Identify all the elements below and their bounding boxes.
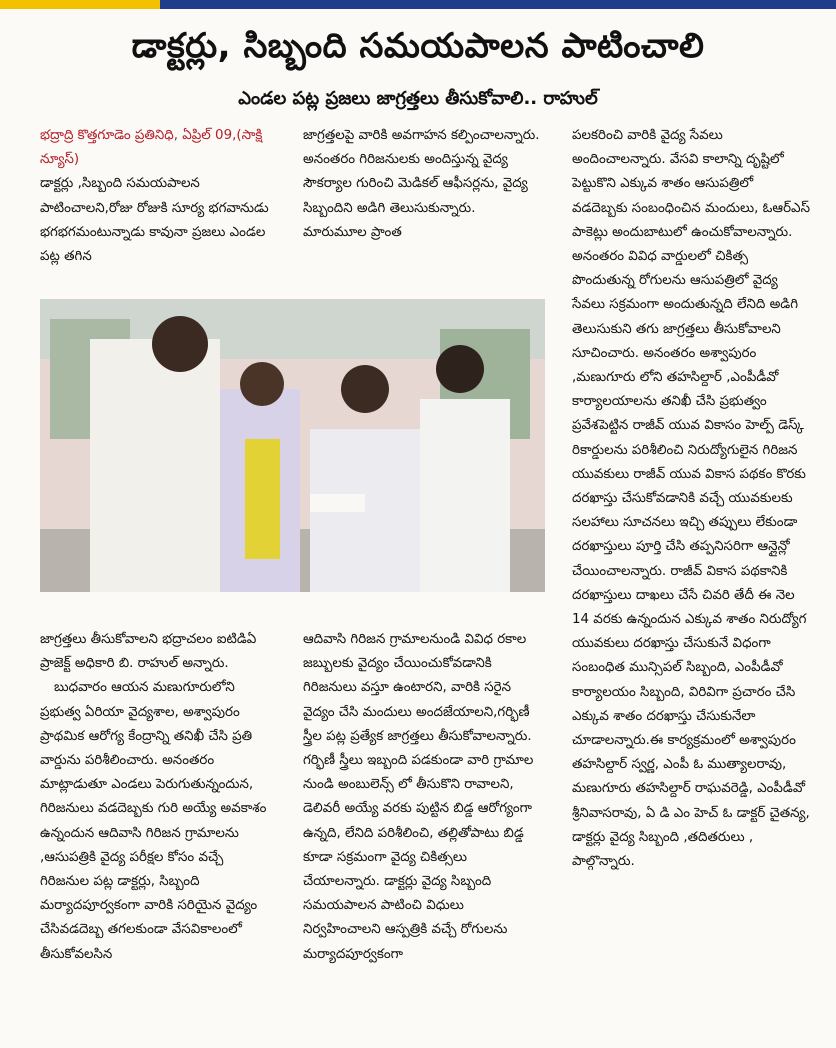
column-2-bottom <box>303 628 543 967</box>
article-paragraph: జాగ్రత్తలపై వారికి అవగాహన కల్పించాలన్నారు. అనంతరం గిరిజనులకు అందిస్తున్న వైద్య సౌకర్యాల గురించి మెడికల్ ఆఫీసర్లను, వైద్య సిబ్బందిని అడిగి తెలుసుకున్నారు. మారుమూల ప్రాంత <box>303 128 540 240</box>
column-1-bottom <box>40 628 272 967</box>
top-color-bar <box>0 0 836 9</box>
column-2-top <box>303 124 543 245</box>
top-accent <box>0 0 160 9</box>
column-1-top <box>40 124 272 269</box>
headline: డాక్టర్లు, సిబ్బంది సమయపాలన పాటించాలి <box>131 26 705 66</box>
article-paragraph: ఆదివాసి గిరిజన గ్రామాలనుండి వివిధ రకాల జబ్బులకు వైద్యం చేయించుకోవడానికి గిరిజనులు వస్తూ ఉంటారని, వారికి సరైన వైద్యం చేసి మందులు అందజేయాలని,గర్భిణీ స్త్రీల పట్ల ప్రత్యేక జాగ్రత్తలు తీసుకోవాలన్నారు. గర్భిణీ స్త్రీలు ఇబ్బంది పడకుండా వారి గ్రామాల నుండి అంబులెన్స్ లో తీసుకొని రావాలని, డెలివరీ అయ్యే వరకు పుట్టిన బిడ్డ ఆరోగ్యంగా ఉన్నది, లేనిది పరిశీలించి, తల్లితోపాటు బిడ్డ కూడా సక్రమంగా వైద్య చికిత్సలు చేయాలన్నారు. డాక్టర్లు వైద్య సిబ్బంది సమయపాలన పాటించి విధులు నిర్వహించాలని ఆస్పత్రికి వచ్చే రోగులను మర్యాదపూర్వకంగా <box>303 632 534 962</box>
article-paragraph: అనంతరం వివిధ వార్డులలో చికిత్స పొందుతున్న రోగులను ఆసుపత్రిలో వైద్య సేవలు సక్రమంగా అందుతున్నది లేనిది అడిగి తెలుసుకుని తగు జాగ్రత్తలు తీసుకోవాలని సూచించారు. అనంతరం అశ్వాపురం ,మణుగూరు లోని తహసిల్దార్ ,ఎంపీడీవో కార్యాలయాలను తనిఖీ చేసి ప్రభుత్వం ప్రవేశపెట్టిన రాజీవ్ యువ వికాసం హెల్ప్ డెస్క్ రికార్డులను పరిశీలించి నిరుద్యోగులైన గిరిజన యువకులు రాజీవ్ యువ వికాస పథకం కొరకు దరఖాస్తు చేసుకోవడానికి వచ్చే యువకులకు సలహాలు సూచనలు ఇచ్చి తప్పులు లేకుండా దరఖాస్తులు పూర్తి చేసి తప్పనిసరిగా ఆన్లైన్లో చేయించాలన్నారు. రాజీవ్ వికాస పథకానికి దరఖాస్తులు దాఖలు చేసే చివరి తేదీ ఈ నెల 14 వరకు ఉన్నందున ఎక్కువ శాతం నిరుద్యోగ యువకులు దరఖాస్తు చేసుకునే విధంగా సంబంధిత మున్సిపల్ సిబ్బంది, ఎంపీడీవో కార్యాలయం సిబ్బంది, విరివిగా ప్రచారం చేసి ఎక్కువ శాతం దరఖాస్తు చేసుకునేలా చూడాలన్నారు.ఈ కార్యక్రమంలో అశ్వాపురం తహసిల్దార్ స్వర్ణ, ఎంపీ ఓ ముత్యాలరావు, మణుగూరు తహసిల్దార్ రాఘవరెడ్డి, ఎంపీడీవో శ్రీనివాసరావు, ఏ డి ఎం హెచ్ ఓ డాక్టర్ చైతన్య, డాక్టర్లు వైద్య సిబ్బంది ,తదితరులు , పాల్గొన్నారు. <box>572 249 810 870</box>
article-paragraph: డాక్టర్లు ,సిబ్బంది సమయపాలన పాటించాలని,రోజు రోజుకి సూర్య భగవానుడు భగభగమంటున్నాడు కావునా ప్రజలు ఎండల పట్ల తగిన <box>40 176 269 265</box>
dateline: భద్రాద్రి కొత్తగూడెం ప్రతినిధి, ఏప్రిల్ 09,(సాక్షి న్యూస్) <box>40 128 263 168</box>
column-3 <box>572 124 812 874</box>
article-paragraph: పలకరించి వారికి వైద్య సేవలు అందించాలన్నారు. వేసవి కాలాన్ని దృష్టిలో పెట్టుకొని ఎక్కువ శాతం ఆసుపత్రిలో వడదెబ్బకు సంబంధించిన మందులు, ఓఆర్ఎస్ పాకెట్లు అందుబాటులో ఉంచుకోవాలన్నారు. <box>572 128 810 240</box>
hospital-inspection-photo <box>40 299 545 592</box>
news-photo <box>40 299 545 592</box>
article-paragraph: బుధవారం ఆయన మణుగూరులోని ప్రభుత్వ ఏరియా వైద్యశాల, అశ్వాపురం ప్రాథమిక ఆరోగ్య కేంద్రాన్ని తనిఖీ చేసి ప్రతి వార్డును పరిశీలించారు. అనంతరం మాట్లాడుతూ ఎండలు పెరుగుతున్నందున, గిరిజనులు వడదెబ్బకు గురి అయ్యే అవకాశం ఉన్నందున ఆదివాసి గిరిజన గ్రామాలను ,ఆసుపత్రికి వైద్య పరీక్షల కోసం వచ్చే గిరిజనుల పట్ల డాక్టర్లు, సిబ్బంది మర్యాదపూర్వకంగా వారికి సరియైన వైద్యం చేసివడదెబ్బ తగలకుండా వేసవికాలంలో తీసుకోవలసిన <box>40 680 267 962</box>
article-paragraph: జాగ్రత్తలు తీసుకోవాలని భద్రాచలం ఐటిడిఏ ప్రాజెక్ట్ అధికారి బి. రాహుల్ అన్నారు. <box>40 632 257 672</box>
subheadline: ఎండల పట్ల ప్రజలు జాగ్రత్తలు తీసుకోవాలి.. రాహుల్ <box>238 88 598 109</box>
